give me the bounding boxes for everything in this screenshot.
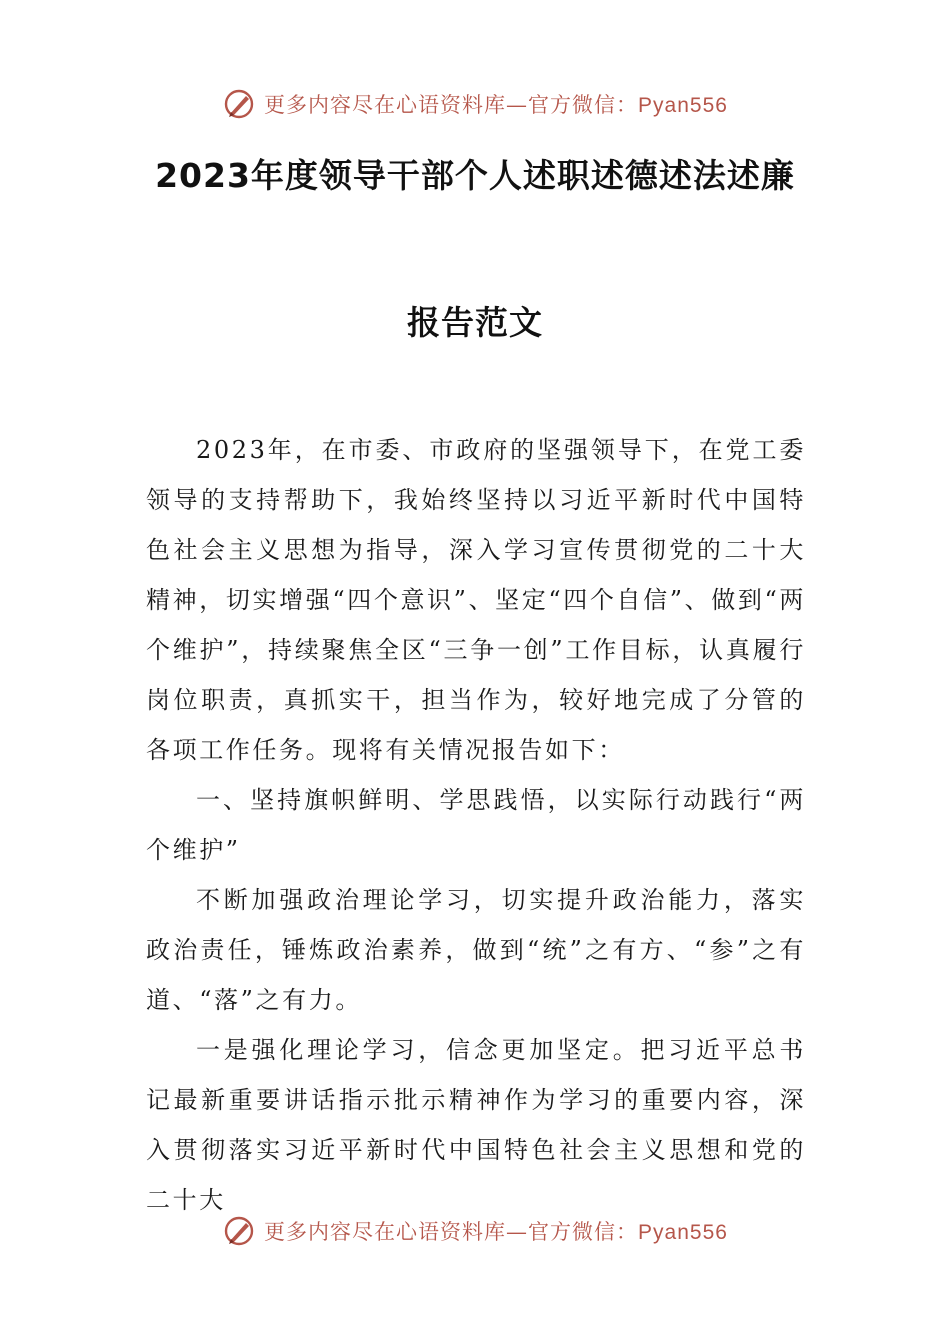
- paragraph: 一是强化理论学习，信念更加坚定。把习近平总书记最新重要讲话指示批示精神作为学习的重要内容，深入贯彻落实习近平新时代中国特色社会主义思想和党的二十大: [146, 1036, 806, 1214]
- paragraph: 不断加强政治理论学习，切实提升政治能力，落实政治责任，锤炼政治素养，做到“统”之有方、“参”之有道、“落”之有力。: [146, 886, 806, 1014]
- pen-seal-logo-icon: [222, 87, 256, 121]
- watermark-text: 更多内容尽在心语资料库—官方微信：: [264, 1220, 639, 1244]
- paragraph: 2023年，在市委、市政府的坚强领导下，在党工委领导的支持帮助下，我始终坚持以习近平新时代中国特色社会主义思想为指导，深入学习宣传贯彻党的二十大精神，切实增强“四个意识”、坚定“四个自信”、做到“两个维护”，持续聚焦全区“三争一创”工作目标，认真履行岗位职责，真抓实干，担当作为，较好地完成了分管的各项工作任务。现将有关情况报告如下：: [146, 436, 806, 764]
- watermark-wechat-id: Pyan556: [638, 1221, 728, 1244]
- watermark-banner-top: [0, 84, 950, 124]
- document-title-line1: 2023年度领导干部个人述职述德述法述廉: [155, 156, 795, 195]
- document-body: [146, 425, 806, 1225]
- watermark-banner-bottom: [0, 1211, 950, 1251]
- pen-seal-logo-icon: [222, 1214, 256, 1248]
- document-title-line2: 报告范文: [407, 303, 543, 342]
- watermark-text: 更多内容尽在心语资料库—官方微信：: [264, 93, 639, 117]
- watermark-wechat-id: Pyan556: [638, 94, 728, 117]
- section-heading: 一、坚持旗帜鲜明、学思践悟，以实际行动践行“两个维护”: [146, 786, 806, 864]
